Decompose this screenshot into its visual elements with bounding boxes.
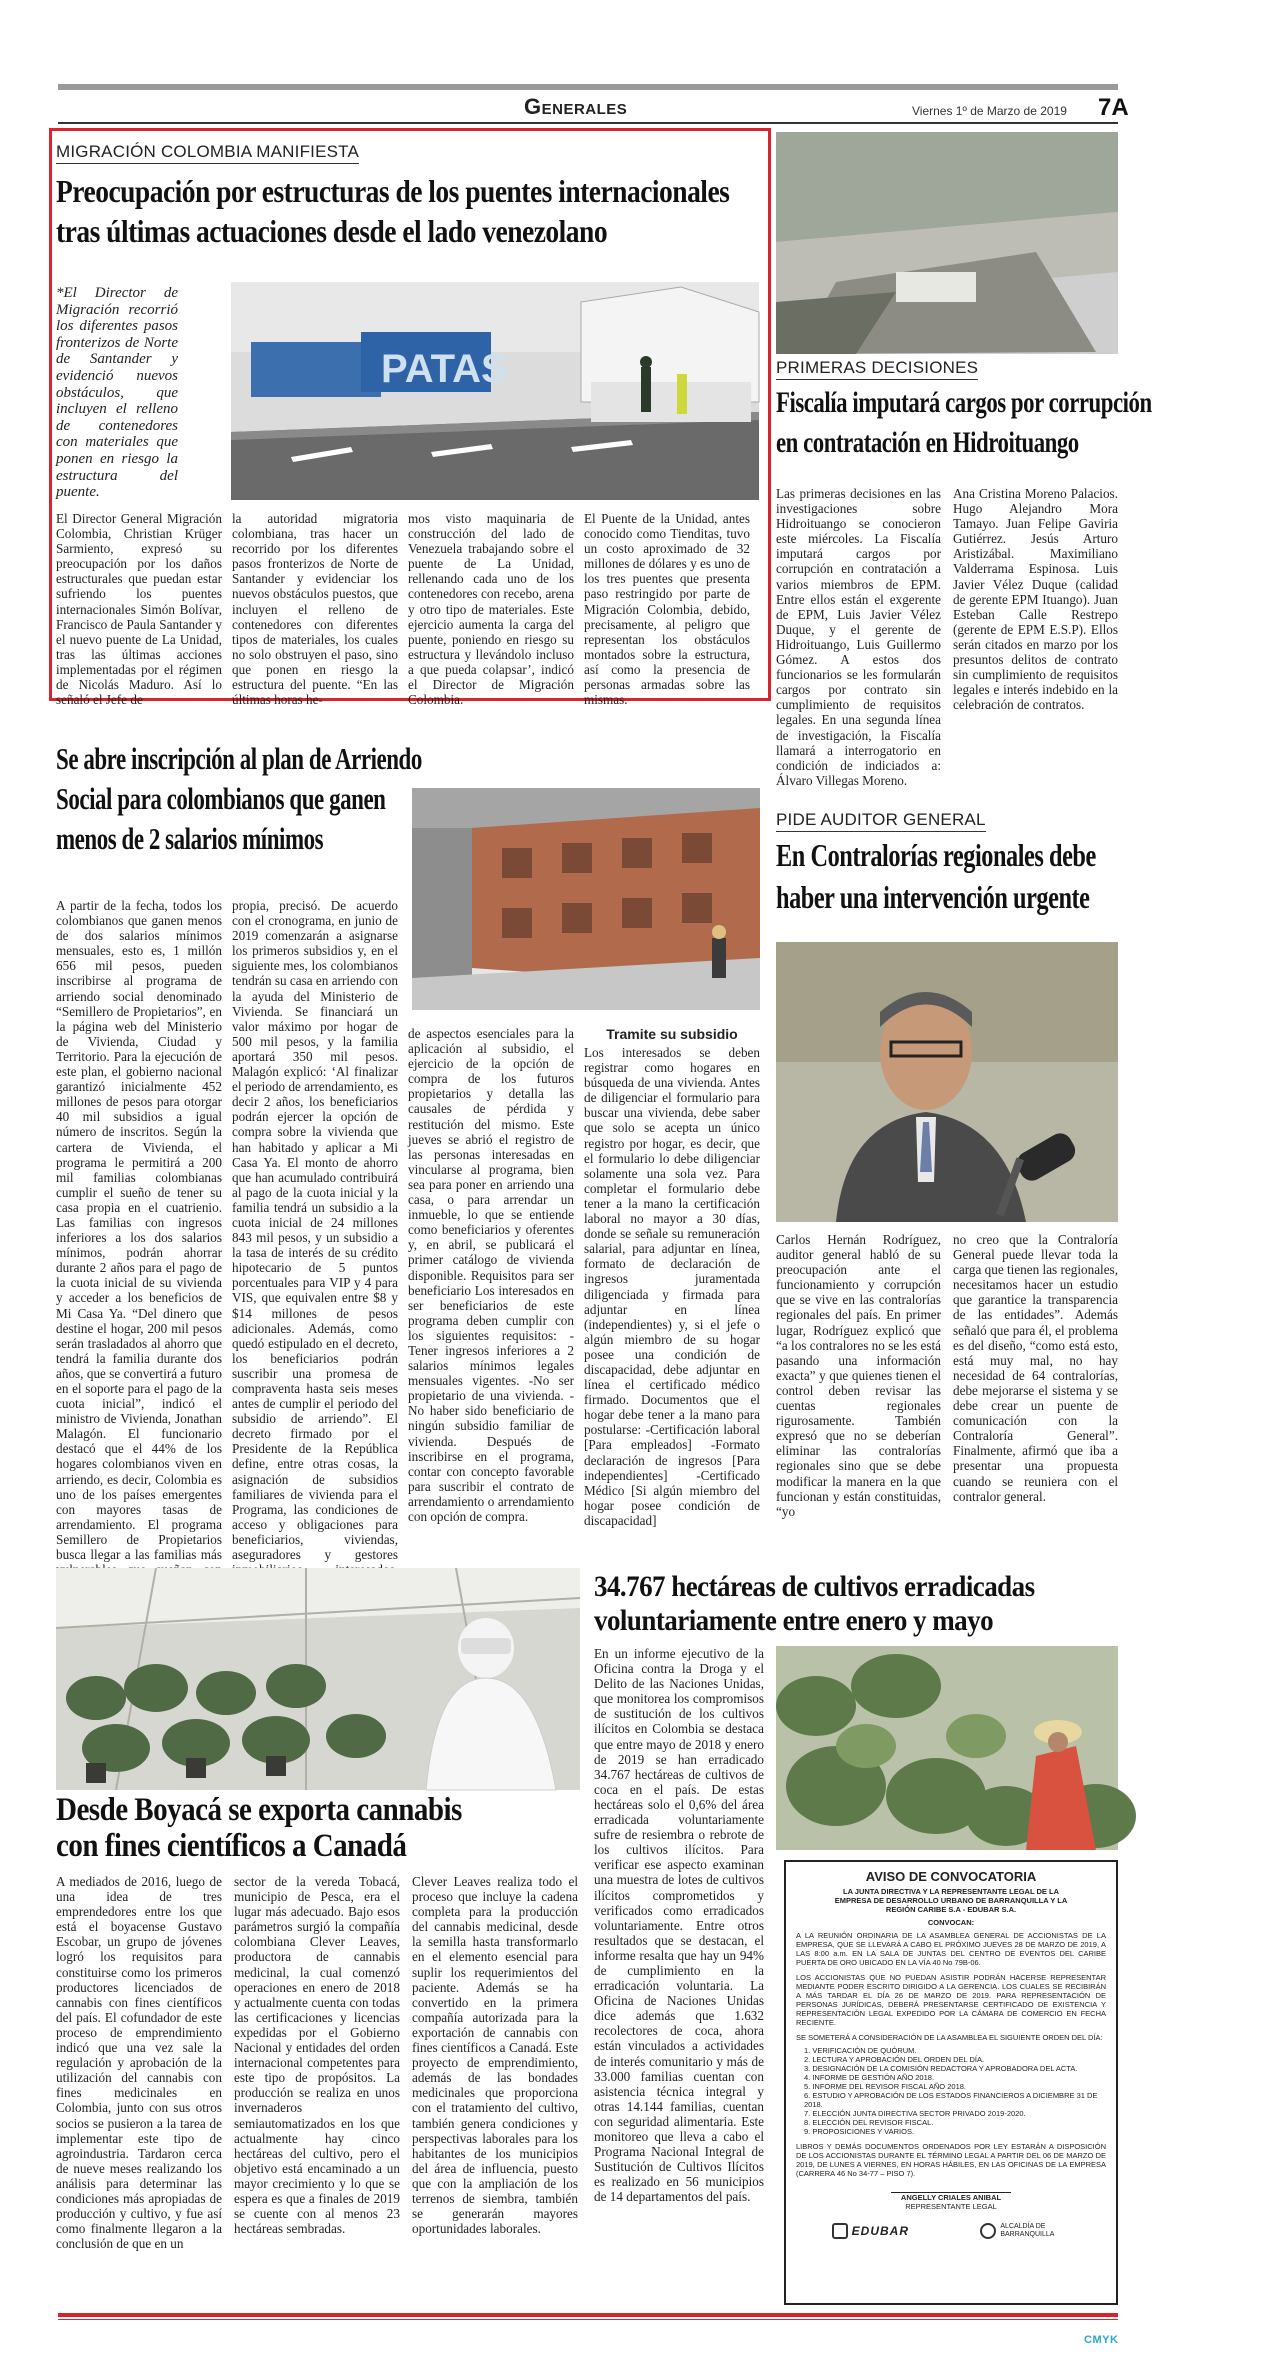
cannabis-greenhouse-photo: [56, 1568, 580, 1790]
column-2: no creo que la Contraloría General puede llevar toda la carga que tienen las regionales, necesitamos hacer un estudio que garantice la transparencia de las entidades”. Además señaló que para él, el problema es del diseño, “como está esto, está muy mal, no hay necesidad de 64 contralorías, debe mejorarse el sistema y se debe crear un puente de comunicación con la Contraloría General”. Finalmente, afirmó que iba a presentar una propuesta cuando se reuniera con el contralor general.: [953, 1232, 1118, 1504]
agenda-item: 1. VERIFICACIÓN DE QUÓRUM.: [804, 2046, 917, 2055]
article-1-body: [56, 511, 762, 708]
article-1: [56, 134, 766, 708]
article-3-body: [776, 486, 1118, 788]
notice-intro: LA JUNTA DIRECTIVA Y LA REPRESENTANTE LEGAL DE LA EMPRESA DE DESARROLLO URBANO DE BARRANQUILLA Y LA REGIÓN CARIBE S.A - EDUBAR S.A.: [834, 1887, 1068, 1914]
column-4: El Puente de la Unidad, antes conocido como Tienditas, tuvo un costo aproximado de 32 millones de dólares y es uno de los tres puentes que presenta paso restringido por parte de Migración Colombia, debido, precisamente, al peligro que representan los obstáculos montados sobre la estructura, así como la presencia de personas armadas sobre las mismas.: [584, 511, 750, 708]
column-2: sector de la vereda Tobacá, municipio de Pesca, era el lugar más adecuado. Bajo esos parámetros surgió la compañía colombiana Clever Leaves, productora de cannabis medicinal, la cual comenzó operaciones en enero de 2018 y actualmente cuenta con todas las certificaciones y licencias expedidas por el Gobierno Nacional y entidades del orden internacional competentes para este tipo de propósitos. La producción se realiza en unos invernaderos semiautomatizados en los que actualmente hay cinco hectáreas del cultivo, pero el objetivo está encaminado a un mayor crecimiento y lo que se espera es que a finales de 2019 se cuente con al menos 23 hectáreas sembradas.: [234, 1874, 400, 2237]
notice-title: AVISO DE CONVOCATORIA: [865, 1869, 1037, 1884]
top-rule: [58, 84, 1118, 90]
bottom-rule-thin: [58, 2319, 1118, 2320]
coca-field-photo: [776, 1646, 1118, 1850]
column-1: A partir de la fecha, todos los colombianos que ganen menos de dos salarios mínimos mensuales, esto es, 1 millón 656 mil pesos, pueden inscribirse al programa de arriendo social denominado “Semillero de Propietarios”, en la página web del Ministerio de Vivienda, Ciudad y Territorio. Para la ejecución de este plan, el gobierno nacional garantizó inicialmente 452 millones de pesos para otorgar 40 mil subsidios a igual número de inscritos. Según la cartera de Vivienda, el programa le permitirá a 200 mil familias colombianas cumplir el sueño de tener su casa propia en el cuatrienio. Las familias con ingresos inferiores a los dos salarios mínimos, podrán ahorrar durante 2 años para el pago de la cuota inicial de su vivienda y acceder a los beneficios de Mi Casa Ya. “Del dinero que destine el hogar, 200 mil pesos serán trasladados al ahorro que tendrá la familia durante dos años, que se convertirá a futuro en el soporte para el pago de la cuota inicial”, indicó el ministro de Vivienda, Jonathan Malagón. El funcionario destacó que el 44% de los hogares colombianos viven en arriendo, es decir, Colombia es uno de los países emergentes con mayores tasas de arrendamiento. El programa Semillero de Propietarios busca llegar a las familias más: [56, 898, 222, 1563]
column-1: Las primeras decisiones en las investigaciones sobre Hidroituango se conocieron este miércoles. La Fiscalía imputará cargos por corrupción en contratación a varios miembros de EPM. Entre ellos están el exgerente de EPM, Luis Javier Vélez Duque, y el gerente de Hidroituango, Luis Guillermo Gómez. A estos dos funcionarios se les formularán cargos por contrato sin cumplimiento de requisitos legales. En una segunda línea de investigación, la Fiscalía llamará a interrogatorio en condición de indiciados a: Álvaro Villegas Moreno.: [776, 486, 941, 788]
column-1: A mediados de 2016, luego de una idea de tres emprendedores entre los que está el boyacense Gustavo Escobar, un grupo de jóvenes logró los requisitos para constituirse como los primeros productores licenciados de cannabis con fines científicos del país. El cofundador de este proceso de emprendimiento indicó que una vez sale la regulación y aprobación de la utilización del cannabis con fines medicinales en Colombia, junto con sus otros socios se pusieron a la tarea de implementar este tipo de agroindustria. Tardaron cerca de nueve meses realizando los análisis para determinar las condiciones más apropiadas de producción y cultivo, y fue así como finalmente llegaron a la conclusión de que en un: [56, 1874, 222, 2252]
headline-line-1: Preocupación por estructuras de los puentes internacionales: [56, 173, 730, 209]
agenda-item: 9. PROPOSICIONES Y VARIOS.: [804, 2127, 915, 2136]
notice-paragraph-3: SE SOMETERÁ A CONSIDERACIÓN DE LA ASAMBLEA EL SIGUIENTE ORDEN DEL DÍA:: [796, 2033, 1103, 2042]
headline-line-3: menos de 2 salarios mínimos: [56, 821, 324, 856]
auditor-photo: [776, 942, 1118, 1222]
notice-paragraph-2: LOS ACCIONISTAS QUE NO PUEDAN ASISTIR PODRÁN HACERSE REPRESENTAR MEDIANTE PODER ESCRITO DIRIGIDO A LA GERENCIA. LOS CUALES SE RECIBIRÁN A MÁS TARDAR EL DÍA 26 DE MARZO DE 2019. PARA REPRESENTACIÓN DE PERSONAS JURÍDICAS, DEBERÁ PRESENTARSE CERTIFICADO DE EXISTENCIA Y REPRESENTACIÓN LEGAL EXPEDIDO POR LA CÁMARA DE COMERCIO EN FECHA RECIENTE.: [796, 1973, 1106, 2027]
column-1: Carlos Hernán Rodríguez, auditor general habló de su preocupación ante el funcionamiento y corrupción que se vive en las contralorías regionales del país. En primer lugar, Rodríguez explicó que “a los contralores no se les está pasando una información exacta” y que quienes tienen el control deben revisar las cuentas regionales rigurosamente. También expresó que no se deberían eliminar las contralorías regionales sino que se debe modificar la manera en la que funcionan y están constituidas, “yo: [776, 1232, 941, 1519]
container-label: PATAS: [381, 347, 508, 391]
headline-line-1: Desde Boyacá se exporta cannabis: [56, 1792, 462, 1828]
headline-line-1: Fiscalía imputará cargos por corrupción: [776, 386, 1152, 419]
agenda-item: 3. DESIGNACIÓN DE LA COMISIÓN REDACTORA Y APROBADORA DEL ACTA.: [804, 2064, 1078, 2073]
seal-icon: [980, 2223, 996, 2239]
column-3: Clever Leaves realiza todo el proceso que incluye la cadena completa para la producción del cannabis medicinal, desde la semilla hasta transformarlo en el elemento esencial para suplir los requerimientos del paciente. Además se ha convertido en la primera compañía autorizada para la exportación de cannabis con fines científicos a Canadá. Este proyecto de emprendimiento, además de las bondades medicinales que proporciona con el tratamiento del cultivo, también genera condiciones y perspectivas laborales para los habitantes de los municipios del área de influencia, puesto que con la ampliación de los terrenos de siembra, también se generarán mayores oportunidades laborales.: [412, 1874, 578, 2237]
convocatoria-notice: [784, 1860, 1118, 2305]
page-number: 7A: [1098, 94, 1129, 121]
edubar-logo: [832, 2223, 909, 2239]
column-2: la autoridad migratoria colombiana, tras hacer un recorrido por los diferentes pasos fronterizos de Norte de Santander y evidenciar los nuevos obstáculos puestos, que incluyen el relleno de contenedores con diferentes tipos de materiales, los cuales no solo obstruyen el paso, sino que ponen en riesgo la estructura del puente. “En las últimas horas he-: [232, 511, 398, 708]
column-1: El Director General Migración Colombia, Christian Krüger Sarmiento, expresó su preocupación por los daños estructurales que puedan estar sufriendo los puentes internacionales Simón Bolívar, Francisco de Paula Santander y el nuevo puente de La Unidad, tras las últimas acciones implementadas por el régimen de Nicolás Maduro. Así lo señaló el Jefe de: [56, 511, 222, 708]
logo1-text: EDUBAR: [851, 2223, 909, 2238]
header-date: Viernes 1º de Marzo de 2019: [912, 104, 1067, 118]
article-6: [594, 1570, 1118, 2310]
column-1: En un informe ejecutivo de la Oficina contra la Droga y el Delito de las Naciones Unidas, que monitorea los compromisos de sustitución de los cultivos ilícitos en Colombia se destaca que entre mayo de 2018 y enero de 2019 se han erradicado 34.767 hectáreas de cultivos de coca en el país. De estas hectáreas solo el 0,6% del área erradicada voluntariamente sufre de resiembra o rebrote de los cultivos ilícitos. Para verificar ese aspecto examinan una muestra de lotes de cultivos ilícitos comprometidos y verificados como erradicados voluntariamente. Entre otros resultados que se destacan, el informe resalta que hay un 94% de cumplimiento en la erradicación voluntaria. La Oficina de Naciones Unidas dice además que 1.632 recolectores de coca, ahora están vinculados a actividades de interés comunitario y más de 33.000 familias cuentan con asistencia técnica integral y otras 14.144 familias, cuentan con seguridad alimentaria. Este monitoreo que lleva a cabo el Programa Nacional Integral de Sustitución de Cultivos Ilícitos es realizado en 56 municipios de 14 departamentos del país.: [594, 1646, 764, 2205]
lead-paragraph: *El Director de Migración recorrió los diferentes pasos fronterizos de Norte de Santander y evidenció nuevos obstáculos, que incluyen el relleno de contenedores con materiales que ponen en riesgo la estructura del puente.: [56, 285, 178, 501]
alcaldia-logo: [980, 2223, 1070, 2239]
headline-line-2: Social para colombianos que ganen: [56, 781, 386, 816]
bottom-rule-thick: [58, 2313, 1118, 2317]
notice-paragraph-1: A LA REUNIÓN ORDINARIA DE LA ASAMBLEA GENERAL DE ACCIONISTAS DE LA EMPRESA, QUE SE LLEVARÁ A CABO EL PRÓXIMO JUEVES 28 DE MARZO DE 2019, A LAS 8:00 a.m. EN LA SALA DE JUNTAS DEL CENTRO DE EVENTOS DEL CARIBE PUERTA DE ORO UBICADO EN LA VÍA 40 No 79B-06.: [796, 1931, 1106, 1967]
logo-mark-icon: [832, 2223, 848, 2239]
header-underline: [58, 122, 1118, 124]
column-3: mos visto maquinaria de construcción del lado de Venezuela trabajando sobre el puente de La Unidad, rellenando cada uno de los contenedores con recebo, arena y otro tipo de materiales. Este ejercicio aumenta la carga del puente, poniendo en riesgo su estructura y llevándolo incluso a que pueda colapsar’, indicó el Director de Migración Colombia.: [408, 511, 574, 708]
kicker: MIGRACIÓN COLOMBIA MANIFIESTA: [56, 142, 359, 164]
headline-line-2: tras últimas actuaciones desde el lado venezolano: [56, 213, 608, 249]
notice-paragraph-4: LIBROS Y DEMÁS DOCUMENTOS ORDENADOS POR LEY ESTARÁN A DISPOSICIÓN DE LOS ACCIONISTAS DURANTE EL TÉRMINO LEGAL A PARTIR DEL 06 DE MARZO DE 2019, DE LUNES A VIERNES, EN HORAS HÁBILES, EN LAS OFICINAS DE LA EMPRESA (CARRERA 46 No 34-77 – PISO 7).: [796, 2142, 1106, 2178]
border-bridge-photo: [231, 282, 759, 500]
agenda-item: 7. ELECCIÓN JUNTA DIRECTIVA SECTOR PRIVADO 2019-2020.: [804, 2109, 1026, 2118]
headline-line-1: En Contralorías regionales debe: [776, 837, 1096, 873]
signer-name: ANGELLY CRIALES ANIBAL: [900, 2193, 1002, 2202]
dam-photo: [776, 132, 1118, 354]
agenda-item: 4. INFORME DE GESTIÓN AÑO 2018.: [804, 2073, 935, 2082]
headline-line-2: en contratación en Hidroituango: [776, 426, 1079, 459]
agenda-item: 5. INFORME DEL REVISOR FISCAL AÑO 2018.: [804, 2082, 966, 2091]
headline-line-2: voluntariamente entre enero y mayo: [594, 1604, 994, 1637]
agenda-item: 8. ELECCIÓN DEL REVISOR FISCAL.: [804, 2118, 934, 2127]
cmyk-mark: CMYK: [1084, 2334, 1119, 2346]
logo2-text: ALCALDÍA DE BARRANQUILLA: [1000, 2223, 1055, 2238]
kicker: PRIMERAS DECISIONES: [776, 358, 978, 380]
headline-line-2: haber una intervención urgente: [776, 879, 1090, 915]
sidebar-heading: Tramite su subsidio: [606, 1026, 738, 1042]
column-2: propia, precisó. De acuerdo con el cronograma, en junio de 2019 comenzarán a asignarse los primeros subsidios y, en el siguiente mes, los colombianos tendrán su casa en arriendo con la ayuda del Ministerio de Vivienda. Se financiará un valor máximo por hogar de 500 mil pesos, y la familia aportará 350 mil pesos. Malagón explicó: ‘Al finalizar el periodo de arrendamiento, es decir 2 años, los beneficiarios podrán ejercer la opción de compra sobre la vivienda que han habitado y aplicar a Mi Casa Ya. El monto de ahorro que han acumulado contribuirá al pago de la cuota inicial y la familia tendrá un subsidio a la cuota inicial de 24 millones 843 mil pesos, y un subsidio a la tasa de interés de su crédito hipotecario de 5 puntos porcentuales para VIP y 4 para VIS, que equivalen entre $8 y $14 millones de pesos adicionales. Además, como quedó estipulado en el decreto, los beneficiarios podrán suscribir una promesa de compraventa hasta seis meses antes de cumplir el periodo del subsidio de arriendo”. El decreto firmado por el Presidente de la República define, entre otras cosas, la asignación de subsidios familiares de vivienda para el Programa, las condiciones de acceso y obligaciones para beneficiarios, viviendas, aseguradores y gestores: [232, 898, 398, 1563]
headline-line-1: 34.767 hectáreas de cultivos erradicadas: [594, 1570, 1035, 1603]
sidebar-body: Los interesados se deben registrar como hogares en búsqueda de una vivienda. Antes de diligenciar el formulario para buscar una vivienda, debe saber que solo se acepta un único registro por hogar, es decir, que el formulario lo debe diligenciar solamente una sola vez. Para completar el formulario debe tener a la mano la certificación laboral no mayor a 30 días, donde se señale su remuneración salarial, para adjuntar en línea, formato de declaración de ingresos juramentada diligenciada y firmada para adjuntar en línea (independientes) y, si el jefe o algún miembro de su hogar posee una condición de discapacidad, debe adjuntar en línea el certificado médico firmado. Documentos que el hogar debe tener a la mano para postularse: -Certificación laboral [Para empleados] -Formato declaración de ingresos [Para independientes] -Certificado Médico [Si algún miembro del hogar posee condición de discapacidad]: [584, 1045, 760, 1528]
notice-logos: [796, 2223, 1106, 2239]
housing-photo: [412, 788, 760, 1010]
article-3: [776, 358, 1152, 818]
signer-role: REPRESENTANTE LEGAL: [905, 2202, 997, 2211]
article-4: [776, 810, 1118, 1564]
article-2: [56, 708, 766, 1563]
headline-line-1: Se abre inscripción al plan de Arriendo: [56, 741, 422, 776]
kicker: PIDE AUDITOR GENERAL: [776, 810, 986, 832]
agenda-list: [804, 2046, 1106, 2136]
column-3: de aspectos esenciales para la aplicación al subsidio, el ejercicio de la opción de compra de los futuros propietarios y detalla las causales de pérdida y restitución del mismo. Este jueves se abrió el registro de las personas interesadas en vincularse al programa, bien sea para poner en arriendo una casa, o para arrendar un inmueble, lo que se entiende como beneficiarios y oferentes y, en abril, se publicará el primer catálogo de vivienda disponible. Requisitos para ser beneficiario Los interesados en ser beneficiarios de este programa deben cumplir con los siguientes requisitos: -Tener ingresos inferiores a 2 salarios mínimos legales mensuales vigentes. -No ser propietario de una vivienda. -No haber sido beneficiario de ningún subsidio familiar de vivienda. Después de inscribirse en el programa, contar con concepto favorable para suscribir el contrato de arrendamiento o arrendamiento con opción de compra.: [408, 1026, 574, 1524]
column-2: Ana Cristina Moreno Palacios. Hugo Alejandro Mora Tamayo. Juan Felipe Gaviria Gutiérrez. Jesús Arturo Aristizábal. Maximiliano Valderrama Espinosa. Luis Javier Vélez Duque (calidad de gerente EPM Ituango). Juan Esteban Calle Restrepo (gerente de EPM E.S.P). Ellos serán citados en marzo por los presuntos delitos de contrato sin cumplimiento de requisitos legales e interés indebido en la celebración de contratos.: [953, 486, 1118, 713]
article-5: [56, 1792, 580, 2312]
agenda-item: 2. LECTURA Y APROBACIÓN DEL ORDEN DEL DÍA.: [804, 2055, 985, 2064]
section-title: Generales: [524, 94, 628, 119]
notice-convoca: CONVOCAN:: [927, 1918, 975, 1927]
agenda-item: 6. ESTUDIO Y APROBACIÓN DE LOS ESTADOS FINANCIEROS A DICIEMBRE 31 DE 2018.: [804, 2091, 1098, 2109]
column-4: [584, 1026, 760, 1548]
headline-line-2: con fines científicos a Canadá: [56, 1828, 407, 1864]
